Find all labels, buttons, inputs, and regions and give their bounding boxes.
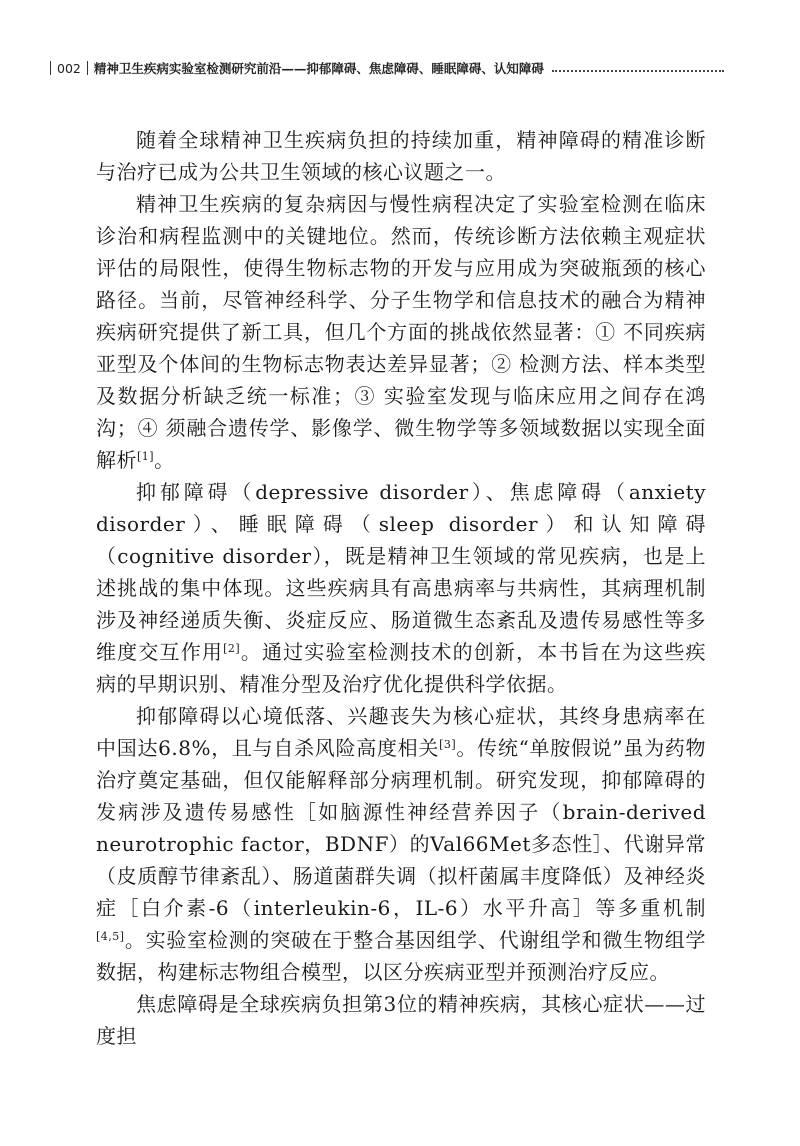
paragraph-text: 抑郁障碍以心境低落、兴趣丧失为核心症状，其终身患病率在中国达6.8%，且与自杀风险高度相关: [96, 704, 706, 760]
paragraph-5: [96, 988, 706, 1052]
paragraph-2: [96, 188, 706, 476]
body-text: [96, 124, 706, 1052]
paragraph-1: [96, 124, 706, 188]
header-title: 精神卫生疾病实验室检测研究前沿——抑郁障碍、焦虑障碍、睡眠障碍、认知障碍: [93, 61, 544, 76]
paragraph-text: 。: [154, 448, 175, 472]
paragraph-3: [96, 476, 706, 700]
citation-ref[interactable]: [2]: [223, 642, 241, 655]
paragraph-text: 随着全球精神卫生疾病负担的持续加重，精神障碍的精准诊断与治疗已成为公共卫生领域的核心议题之一。: [96, 128, 706, 184]
citation-ref[interactable]: [1]: [137, 450, 155, 463]
citation-ref[interactable]: [4,5]: [96, 930, 125, 943]
citation-ref[interactable]: [3]: [439, 738, 457, 751]
paragraph-text: 精神卫生疾病的复杂病因与慢性病程决定了实验室检测在临床诊治和病程监测中的关键地位。然而，传统诊断方法依赖主观症状评估的局限性，使得生物标志物的开发与应用成为突破瓶颈的核心路径。当前，尽管神经科学、分子生物学和信息技术的融合为精神疾病研究提供了新工具，但几个方面的挑战依然显著：① 不同疾病亚型及个体间的生物标志物表达差异显著；② 检测方法、样本类型及数据分析缺乏统一标准；③ 实验室发现与临床应用之间存在鸿沟；④ 须融合遗传学、影像学、微生物学等多领域数据以实现全面解析: [96, 192, 706, 472]
header-divider-right: [87, 61, 88, 75]
header-divider-left: [50, 61, 51, 75]
paragraph-text: 焦虑障碍是全球疾病负担第3位的精神疾病，其核心症状——过度担: [96, 992, 706, 1048]
paragraph-text: 。实验室检测的突破在于整合基因组学、代谢组学和微生物组学数据，构建标志物组合模型，以区分疾病亚型并预测治疗反应。: [96, 928, 706, 984]
paragraph-4: [96, 700, 706, 988]
paragraph-text: 。通过实验室检测技术的创新，本书旨在为这些疾病的早期识别、精准分型及治疗优化提供科学依据。: [96, 640, 707, 696]
running-header: [44, 56, 724, 80]
page-number: 002: [57, 60, 81, 76]
paragraph-text: 。传统“单胺假说”虽为药物治疗奠定基础，但仅能解释部分病理机制。研究发现，抑郁障碍的发病涉及遗传易感性［如脑源性神经营养因子（brain-derived neurotrophic factor，BDNF）的Val66Met多态性］、代谢异常（皮质醇节律紊乱）、肠道菌群失调（拟杆菌属丰度降低）及神经炎症［白介素-6（interleukin-6，IL-6）水平升高］等多重机制: [96, 736, 707, 920]
header-dot-leader: [552, 70, 724, 72]
paragraph-text: 抑郁障碍（depressive disorder）、焦虑障碍（anxiety disorder）、睡眠障碍（sleep disorder）和认知障碍（cognitive disorder），既是精神卫生领域的常见疾病，也是上述挑战的集中体现。这些疾病具有高患病率与共病性，其病理机制涉及神经递质失衡、炎症反应、肠道微生态紊乱及遗传易感性等多维度交互作用: [96, 480, 706, 664]
